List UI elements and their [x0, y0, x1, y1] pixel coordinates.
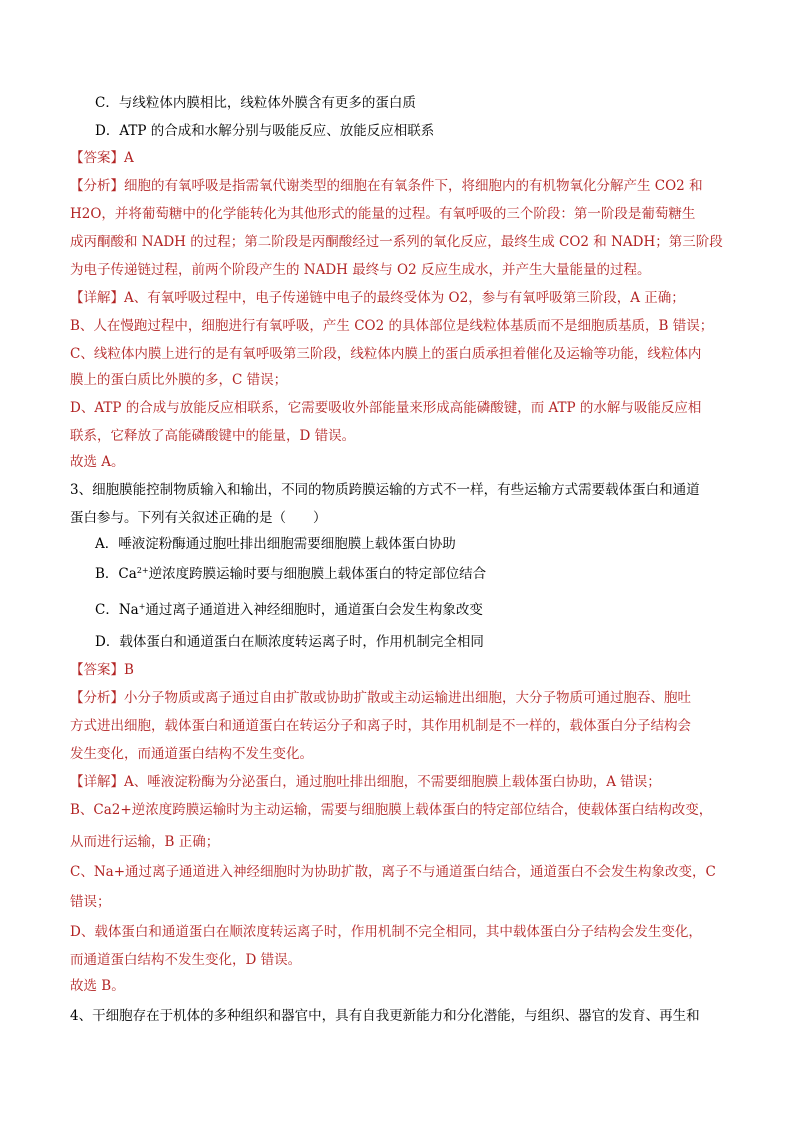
detail-tag: 【详解】	[70, 290, 124, 306]
q3-detail-line: 从而进行运输，B 正确；	[70, 834, 220, 850]
q2-detail-line: 联系，它释放了高能磷酸键中的能量，D 错误。	[70, 428, 356, 444]
q3-option-c: C．Na+通过离子通道进入神经细胞时，通道蛋白会发生构象改变	[95, 602, 483, 618]
q2-detail-line: C、线粒体内膜上进行的是有氧呼吸第三阶段，线粒体内膜上的蛋白质承担着催化及运输等功能，线粒体内	[70, 346, 702, 362]
q2-answer	[70, 148, 734, 168]
answer-tag: 【答案】	[70, 150, 124, 166]
q3-option-a: A．唾液淀粉酶通过胞吐排出细胞需要细胞膜上载体蛋白协助	[95, 536, 456, 552]
q3-analysis-line: 发生变化，而通道蛋白结构不发生变化。	[70, 746, 313, 762]
q2-analysis-line: 【分析】细胞的有氧呼吸是指需氧代谢类型的细胞在有氧条件下，将细胞内的有机物氧化分解产生 CO2 和	[70, 178, 703, 194]
analysis-tag: 【分析】	[70, 178, 124, 194]
q2-analysis-line: 为电子传递链过程，前两个阶段产生的 NADH 最终与 O2 反应生成水，并产生大量能量的过程。	[70, 262, 651, 278]
q4-stem-line: 4、干细胞存在于机体的多种组织和器官中，具有自我更新能力和分化潜能，与组织、器官的发育、再生和	[70, 1008, 700, 1024]
q2-detail-line: 【详解】A、有氧呼吸过程中，电子传递链中电子的最终受体为 O2，参与有氧呼吸第三阶段，A 正确；	[70, 290, 685, 306]
q3-detail-line: 而通道蛋白结构不发生变化，D 错误。	[70, 952, 302, 968]
q3-stem-line: 蛋白参与。下列有关叙述正确的是（ ）	[70, 510, 327, 526]
q2-conclusion: 故选 A。	[70, 454, 125, 470]
q3-analysis-line: 方式进出细胞，载体蛋白和通道蛋白在转运分子和离子时，其作用机制是不一样的，载体蛋白分子结构会	[70, 718, 691, 734]
q2-analysis-line: H2O，并将葡萄糖中的化学能转化为其他形式的能量的过程。有氧呼吸的三个阶段：第一阶段是葡萄糖生	[70, 206, 696, 222]
q2-detail-line: D、ATP 的合成与放能反应相联系，它需要吸收外部能量来形成高能磷酸键，而 ATP 的水解与吸能反应相	[70, 400, 702, 416]
q3-detail-line: 【详解】A、唾液淀粉酶为分泌蛋白，通过胞吐排出细胞，不需要细胞膜上载体蛋白协助，A 错误；	[70, 774, 661, 790]
q3-answer	[70, 660, 734, 680]
answer-tag: 【答案】	[70, 662, 124, 678]
q3-detail-line: D、载体蛋白和通道蛋白在顺浓度转运离子时，作用机制不完全相同，其中载体蛋白分子结构会发生变化，	[70, 924, 702, 940]
q3-option-d: D．载体蛋白和通道蛋白在顺浓度转运离子时，作用机制完全相同	[95, 634, 484, 650]
q2-option-c: C．与线粒体内膜相比，线粒体外膜含有更多的蛋白质	[95, 95, 416, 111]
answer-value: B	[124, 662, 134, 678]
q2-detail-line: 膜上的蛋白质比外膜的多，C 错误；	[70, 372, 288, 388]
q3-detail-line: B、Ca2+逆浓度跨膜运输时为主动运输，需要与细胞膜上载体蛋白的特定部位结合，使载体蛋白结构改变，	[70, 802, 713, 818]
q3-conclusion: 故选 B。	[70, 978, 125, 994]
q3-detail-line: C、Na+通过离子通道进入神经细胞时为协助扩散，离子不与通道蛋白结合，通道蛋白不会发生构象改变，C	[70, 864, 716, 880]
q3-detail-line: 错误；	[70, 894, 111, 910]
answer-value: A	[124, 150, 134, 166]
q3-analysis-line: 【分析】小分子物质或离子通过自由扩散或协助扩散或主动运输进出细胞，大分子物质可通过胞吞、胞吐	[70, 690, 691, 706]
q3-stem-line: 3、细胞膜能控制物质输入和输出，不同的物质跨膜运输的方式不一样，有些运输方式需要载体蛋白和通道	[70, 482, 700, 498]
q2-analysis-line: 成丙酮酸和 NADH 的过程；第二阶段是丙酮酸经过一系列的氧化反应，最终生成 CO2 和 NADH；第三阶段	[70, 234, 723, 250]
q2-option-d: D．ATP 的合成和水解分别与吸能反应、放能反应相联系	[95, 123, 435, 139]
detail-tag: 【详解】	[70, 774, 124, 790]
q2-detail-line: B、人在慢跑过程中，细胞进行有氧呼吸，产生 CO2 的具体部位是线粒体基质而不是细胞质基质，B 错误；	[70, 318, 714, 334]
analysis-tag: 【分析】	[70, 690, 124, 706]
q3-option-b: B．$Ca^{2+}$逆浓度跨膜运输时要与细胞膜上载体蛋白的特定部位结合	[95, 566, 487, 582]
